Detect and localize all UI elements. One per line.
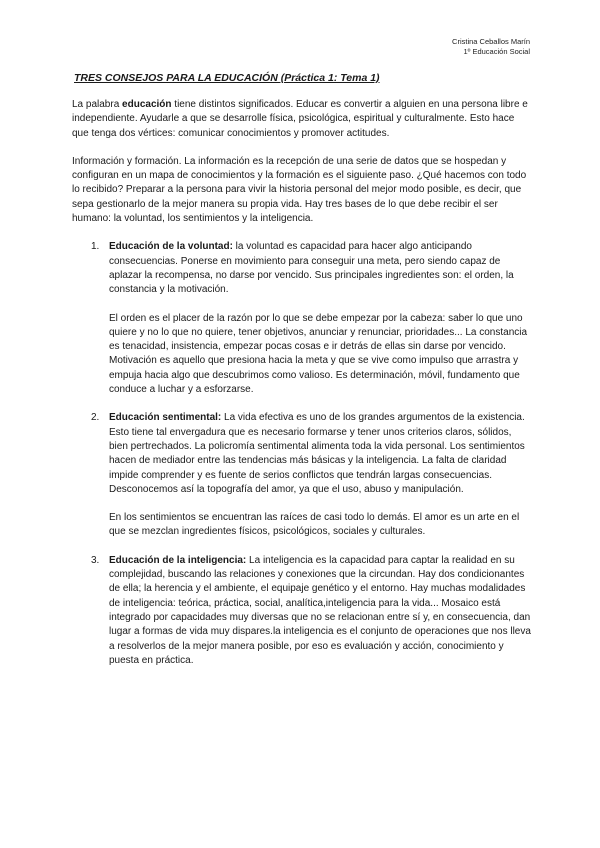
author-name: Cristina Ceballos Marín: [452, 37, 530, 46]
bold-keyword: educación: [122, 99, 172, 110]
list-number: 2.: [91, 412, 100, 424]
intro-paragraph-2: Información y formación. La información es la recepción de una serie de datos que se hospedan y configuran en un mapa de conocimientos y la formación es el siguiente paso. ¿Qué hacemos con todo lo recibido? Preparar a la persona para vivir la historia personal del mejor modo posible, es decir, que sepa gestionarlo de la mejor manera su propia vida. Hay tres bases de lo que debe recibir el ser humano: la voluntad, los sentimientos y la inteligencia.: [72, 155, 527, 225]
list-item-text: Educación de la inteligencia: La inteligencia es la capacidad para captar la realidad en su complejidad, buscando las relaciones y conexiones que la circundan. Hay dos condicionantes de ella; la herencia y el ambiente, el equipaje genético y el entorno. Hay muchas modalidades de inteligencia: teórica, práctica, social, analítica,inteligencia para la vida... Mosaico está integrado por capacidades muy diversas que no se relacionan entre sí y, en consecuencia, dan lugar a formas de vida muy dispares.la inteligencia es el conjunto de operaciones que nos lleva a resolverlos de la mejor manera posible, por eso es evaluación y acción, conocimiento y puesta en práctica.: [109, 554, 531, 666]
list-item-voluntad: [72, 240, 532, 397]
document-body: [72, 98, 532, 682]
list-number: 1.: [91, 241, 100, 253]
page-header: [452, 37, 530, 57]
list-item-heading: Educación sentimental:: [109, 412, 222, 424]
list-item-inteligencia: [72, 554, 532, 668]
list-number: 3.: [91, 554, 100, 566]
course-name: 1º Educación Social: [463, 47, 530, 56]
list-item-text: Educación de la voluntad: la voluntad es capacidad para hacer algo anticipando consecuencias. Ponerse en movimiento para conseguir una meta, pero siendo capaz de aplazar la recompensa, no darse por vencido. Sus principales ingredientes son: el orden, la constancia y la motivación.: [109, 241, 514, 296]
document-title: TRES CONSEJOS PARA LA EDUCACIÓN (Práctica 1: Tema 1): [74, 72, 380, 84]
list-item-text: Educación sentimental: La vida efectiva es uno de los grandes argumentos de la existencia. Esto tiene tal envergadura que es necesario formarse y tener unos criterios claros, sólidos, bien pertrechados. La policromía sentimental alimenta toda la vida personal. Los sentimientos hacen de mediador entre las tendencias más básicas y la inteligencia. La falta de claridad impide comprender y es fuente de serios conflictos que tendrán largas consecuencias. Desconocemos así la topografía del amor, ya que el uso, abuso y manipulación.: [109, 412, 525, 495]
list-item-heading: Educación de la inteligencia:: [109, 554, 247, 566]
intro-paragraph-1: La palabra educación tiene distintos significados. Educar es convertir a alguien en una persona libre e independiente. Ayudarle a que se desarrolle física, psicológica, espiritual y culturalmente. Esto hace que tenga dos vértices: comunicar conocimientos y promover actitudes.: [72, 99, 528, 139]
list-item-subparagraph: El orden es el placer de la razón por lo que se debe empezar por la cabeza: saber lo que uno quiere y no lo que no quiere, tener objetivos, anunciar y renunciar, prioridades... La constancia es tenacidad, insistencia, empezar pocas cosas e ir detrás de ellas sin darse por vencido. Motivación es aquello que presiona hacia la meta y que se vive como impulso que arrastra y empuja hacia algo que descubrimos como valioso. Es determinación, móvil, fundamento que conduce a luchar y a esforzarse.: [109, 312, 528, 396]
list-item-sentimental: [72, 411, 532, 539]
numbered-list: [72, 240, 532, 668]
list-item-heading: Educación de la voluntad:: [109, 241, 233, 253]
list-item-subparagraph: En los sentimientos se encuentran las raíces de casi todo lo demás. El amor es un arte en el que se mezclan ingredientes físicos, psicológicos, sociales y culturales.: [109, 512, 520, 538]
